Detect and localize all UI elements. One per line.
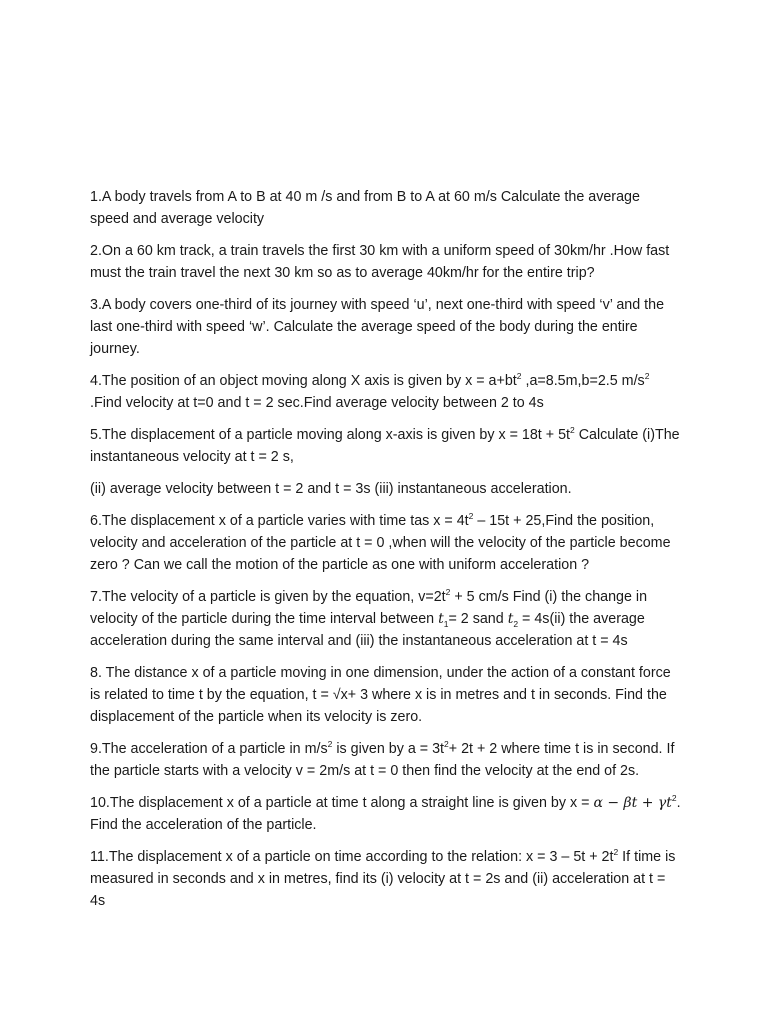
question-text: ,a=8.5m,b=2.5 m/s xyxy=(521,373,645,389)
question-text: – 15t + 25,Find the position, velocity and acceleration of the particle at t = 0 ,when will the velocity of the particle become zero ? Can we call the motion of the particle as one with uniform acceleration ? xyxy=(90,513,671,573)
question-q3 xyxy=(90,294,682,360)
question-q10 xyxy=(90,792,682,836)
question-text: is given by a = 3t xyxy=(332,741,445,757)
subscript: 1 xyxy=(443,618,449,629)
superscript: 2 xyxy=(516,371,522,382)
question-q4 xyxy=(90,370,682,414)
question-text: = 4s(ii) the average acceleration during the same interval and (iii) the instantaneous acceleration at t = 4s xyxy=(90,611,645,649)
superscript: 2 xyxy=(671,793,677,804)
question-q9 xyxy=(90,738,682,782)
superscript: 2 xyxy=(327,739,333,750)
superscript: 2 xyxy=(444,739,449,750)
worksheet-body xyxy=(90,186,682,922)
question-text: 7.The velocity of a particle is given by the equation, v=2t xyxy=(90,589,446,605)
question-q7 xyxy=(90,586,682,652)
superscript: 2 xyxy=(570,425,575,436)
question-text: 6.The displacement x of a particle varies with time tas x = 4t xyxy=(90,513,469,529)
question-q6 xyxy=(90,510,682,576)
question-text: .Find velocity at t=0 and t = 2 sec.Find average velocity between 2 to 4s xyxy=(90,395,544,411)
question-text: 8. The distance x of a particle moving in one dimension, under the action of a constant force is related to time t by the equation, t = √x+ 3 where x is in metres and t in seconds. Find the displacement of the particle when its velocity is zero. xyxy=(90,665,671,725)
superscript: 2 xyxy=(468,511,474,522)
question-list xyxy=(90,186,682,912)
superscript: 2 xyxy=(445,587,451,598)
question-text: + 2t + 2 where time t is in second. If the particle starts with a velocity v = 2m/s at t = 0 then find the velocity at the end of 2s. xyxy=(90,741,675,779)
question-text: (ii) average velocity between t = 2 and t = 3s (iii) instantaneous acceleration. xyxy=(90,481,572,497)
question-text: = 2 sand xyxy=(448,611,508,627)
question-text: 4.The position of an object moving along X axis is given by x = a+bt xyxy=(90,373,517,389)
superscript: 2 xyxy=(613,847,619,858)
question-text: 10.The displacement x of a particle at time t along a straight line is given by x = xyxy=(90,795,594,811)
question-text: 3.A body covers one-third of its journey with speed ‘u’, next one-third with speed ‘v’ and the last one-third with speed ‘w’. Calculate the average speed of the body during the entire journey. xyxy=(90,297,665,357)
question-text: + 5 cm/s Find (i) the change in velocity of the particle during the time interval between xyxy=(90,589,648,627)
question-text: Calculate (i)The instantaneous velocity at t = 2 s, xyxy=(90,427,680,465)
question-text: 9.The acceleration of a particle in m/s xyxy=(90,741,328,757)
math-expression: α − βt + γt xyxy=(593,795,672,811)
superscript: 2 xyxy=(644,371,650,382)
question-text: 1.A body travels from A to B at 40 m /s and from B to A at 60 m/s Calculate the average speed and average velocity xyxy=(90,189,640,227)
question-text: 11.The displacement x of a particle on time according to the relation: x = 3 – 5t + 2t xyxy=(90,849,614,865)
question-text: 5.The displacement of a particle moving along x-axis is given by x = 18t + 5t xyxy=(90,427,570,443)
question-q1 xyxy=(90,186,682,230)
question-q11 xyxy=(90,846,682,912)
subscript: 2 xyxy=(513,618,519,629)
question-q2 xyxy=(90,240,682,284)
question-text: If time is measured in seconds and x in metres, find its (i) velocity at t = 2s and (ii) acceleration at t = 4s xyxy=(90,849,676,909)
question-q5 xyxy=(90,424,682,468)
question-q8 xyxy=(90,662,682,728)
math-expression: t xyxy=(438,611,444,627)
question-q5b xyxy=(90,478,682,500)
question-text: 2.On a 60 km track, a train travels the first 30 km with a uniform speed of 30km/hr .How fast must the train travel the next 30 km so as to average 40km/hr for the entire trip? xyxy=(90,243,670,281)
math-expression: t xyxy=(507,611,514,627)
question-text: . Find the acceleration of the particle. xyxy=(90,795,681,833)
